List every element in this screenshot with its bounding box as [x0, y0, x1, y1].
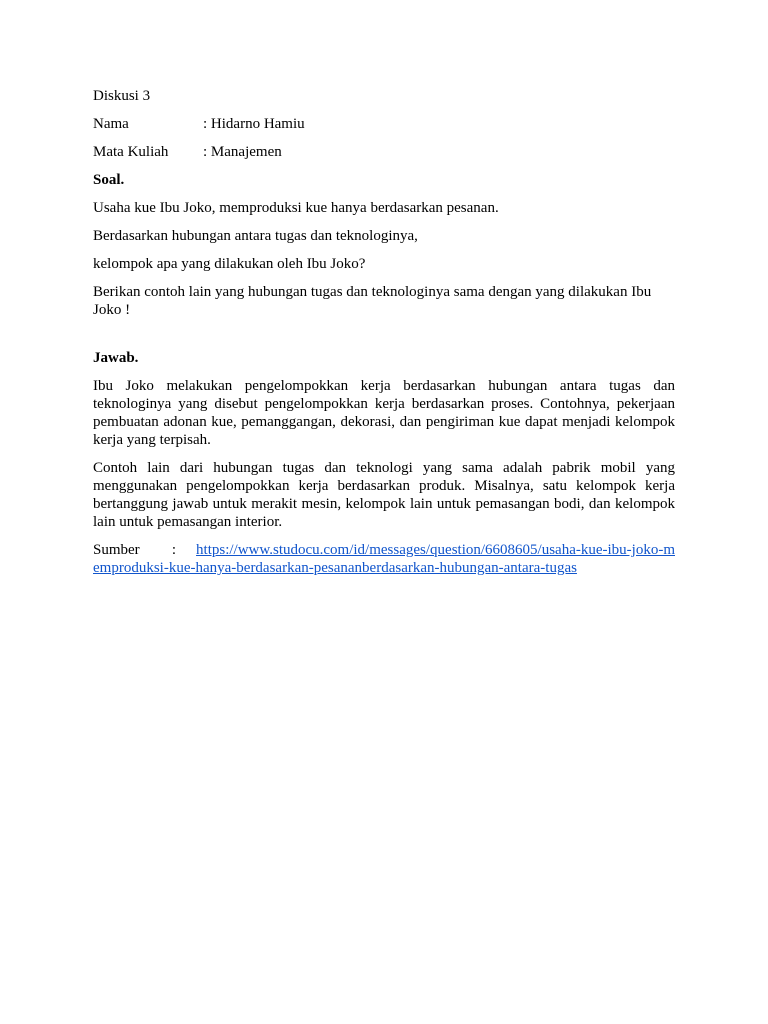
document-page: [93, 87, 675, 587]
course-value: : Manajemen: [203, 144, 282, 160]
source-label: Sumber :: [93, 542, 177, 558]
source-link[interactable]: https://www.studocu.com/id/messages/question/6608605/usaha-kue-ibu-joko-memproduksi-kue-hanya-berdasarkan-pesananberdasarkan-hubungan-antara-tugas: [93, 542, 675, 576]
soal-heading: Soal.: [93, 172, 125, 188]
answer-paragraph: Contoh lain dari hubungan tugas dan teknologi yang sama adalah pabrik mobil yang menggunakan pengelompokkan kerja berdasarkan produk. Misalnya, satu kelompok kerja bertanggung jawab untuk merakit mesin, kelompok lain untuk pemasangan bodi, dan kelompok lain untuk pemasangan interior.: [93, 460, 675, 530]
name-value: : Hidarno Hamiu: [203, 116, 305, 132]
blank-line: [93, 329, 675, 349]
document-title: Diskusi 3: [93, 88, 151, 104]
course-label: Mata Kuliah: [93, 144, 169, 160]
name-label: Nama: [93, 116, 129, 132]
name-row: [93, 115, 675, 133]
question-line: Berikan contoh lain yang hubungan tugas dan teknologinya sama dengan yang dilakukan Ibu Joko !: [93, 284, 652, 318]
course-row: [93, 143, 675, 161]
source-row: [93, 541, 675, 577]
question-line: kelompok apa yang dilakukan oleh Ibu Joko?: [93, 256, 366, 272]
question-line: Berdasarkan hubungan antara tugas dan teknologinya,: [93, 228, 418, 244]
question-line: Usaha kue Ibu Joko, memproduksi kue hanya berdasarkan pesanan.: [93, 200, 499, 216]
answer-paragraph: Ibu Joko melakukan pengelompokkan kerja berdasarkan hubungan antara tugas dan teknologinya yang disebut pengelompokkan kerja berdasarkan proses. Contohnya, pekerjaan pembuatan adonan kue, pemanggangan, dekorasi, dan pengiriman kue dapat menjadi kelompok kerja yang terpisah.: [93, 378, 675, 448]
jawab-heading: Jawab.: [93, 350, 139, 366]
